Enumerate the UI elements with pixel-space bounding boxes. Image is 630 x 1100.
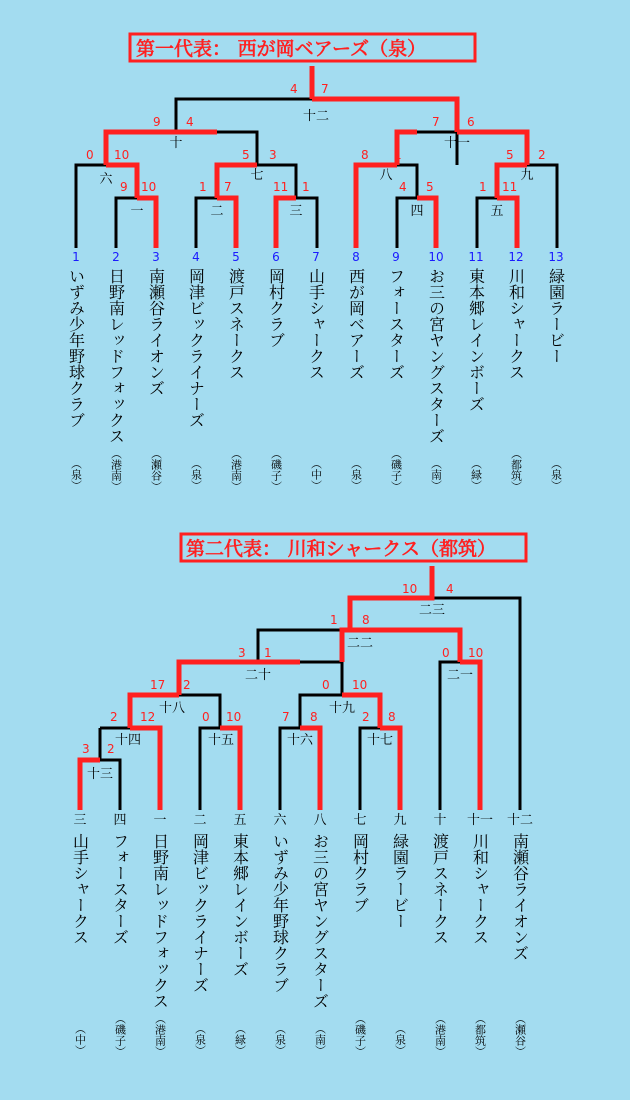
- team-area: （磯子）: [389, 448, 403, 492]
- team-area: （磯子）: [353, 1013, 367, 1057]
- score-m22-left: 1: [330, 613, 338, 627]
- team-area: （港南）: [229, 448, 243, 492]
- match-label-m8: 八: [379, 168, 393, 183]
- team-name: いずみ少年野球クラブ: [66, 268, 86, 428]
- score-m15-right: 10: [226, 710, 242, 724]
- team-name: 岡村クラブ: [350, 833, 370, 913]
- team-seed: 2: [112, 250, 120, 264]
- team-area: （中）: [73, 1023, 87, 1056]
- score-m13-left: 3: [82, 742, 90, 756]
- team-name: 日野南レッドフォックス: [150, 833, 170, 1009]
- team-name: 川和シャークス: [506, 268, 526, 380]
- team-name: 西が岡ベアーズ: [346, 268, 366, 380]
- team-seed: 5: [232, 250, 240, 264]
- match-label-m16: 十六: [286, 733, 314, 748]
- team-area: （泉）: [193, 1023, 207, 1056]
- match-label-m21: 二一: [446, 668, 474, 683]
- team-name: 日野南レッドフォックス: [106, 268, 126, 444]
- score-m4-left: 4: [399, 180, 407, 194]
- team-name: 川和シャークス: [470, 833, 490, 945]
- score-m4-right: 5: [426, 180, 434, 194]
- team-area: （泉）: [273, 1023, 287, 1056]
- team-seed: 十二: [506, 813, 534, 828]
- score-m6-right: 10: [114, 148, 130, 162]
- team-name: 東本郷レインボーズ: [466, 268, 486, 412]
- score-m9-left: 5: [506, 148, 514, 162]
- team-seed: 7: [312, 250, 320, 264]
- team-name: 南瀬谷ライオンズ: [146, 268, 166, 396]
- team-seed: 九: [393, 813, 407, 828]
- score-m9-right: 2: [538, 148, 546, 162]
- score-m1-right: 10: [141, 180, 157, 194]
- team-area: （中）: [309, 458, 323, 491]
- score-m17-right: 8: [388, 710, 396, 724]
- team-area: （都筑）: [473, 1013, 487, 1057]
- score-m20-right: 1: [264, 646, 272, 660]
- score-m5-right: 11: [502, 180, 518, 194]
- score-m12-left: 4: [290, 82, 298, 96]
- team-seed: 八: [313, 813, 327, 828]
- match-label-m1: 一: [130, 204, 144, 219]
- match-label-m5: 五: [490, 204, 504, 219]
- match-label-m2: 二: [210, 204, 224, 219]
- team-seed: 七: [353, 813, 367, 828]
- team-area: （都筑）: [509, 448, 523, 492]
- team-seed: 10: [428, 250, 444, 264]
- score-m2-left: 1: [199, 180, 207, 194]
- score-m17-left: 2: [362, 710, 370, 724]
- score-m22-right: 8: [362, 613, 370, 627]
- match-label-m4: 四: [410, 204, 424, 219]
- match-label-m17: 十七: [366, 733, 394, 748]
- score-m13-right: 2: [107, 742, 115, 756]
- team-name: 東本郷レインボーズ: [230, 833, 250, 977]
- score-m7-right: 3: [269, 148, 277, 162]
- team-name: いずみ少年野球クラブ: [270, 833, 290, 993]
- match-label-m10: 十: [169, 136, 183, 151]
- team-seed: 9: [392, 250, 400, 264]
- team-seed: 十: [433, 813, 447, 828]
- score-m6-left: 0: [86, 148, 94, 162]
- score-m16-left: 7: [282, 710, 290, 724]
- match-label-m19: 十九: [328, 701, 356, 716]
- team-seed: 6: [272, 250, 280, 264]
- score-m1-left: 9: [120, 180, 128, 194]
- team-name: お三の宮ヤングスターズ: [426, 268, 446, 444]
- score-m5-left: 1: [479, 180, 487, 194]
- team-area: （南）: [429, 458, 443, 491]
- score-m20-left: 3: [238, 646, 246, 660]
- score-m23-left: 10: [402, 582, 418, 596]
- score-m11-right: 6: [467, 115, 475, 129]
- team-name: 山手シャークス: [70, 833, 90, 945]
- score-m15-left: 0: [202, 710, 210, 724]
- score-m12-right: 7: [321, 82, 329, 96]
- team-name: 岡津ビックライナーズ: [190, 833, 210, 993]
- score-m21-left: 0: [442, 646, 450, 660]
- score-m14-left: 2: [110, 710, 118, 724]
- team-area: （緑）: [233, 1023, 247, 1056]
- team-seed: 三: [73, 813, 87, 828]
- score-m3-left: 11: [273, 180, 289, 194]
- team-seed: 8: [352, 250, 360, 264]
- team-name: 緑園ラービー: [390, 833, 410, 929]
- team-seed: 13: [548, 250, 564, 264]
- team-seed: 六: [273, 813, 287, 828]
- match-label-m20: 二十: [244, 668, 272, 683]
- team-name: 渡戸スネークス: [430, 833, 450, 945]
- team-area: （港南）: [109, 448, 123, 492]
- match-label-m9: 九: [520, 168, 534, 183]
- team-area: （泉）: [393, 1023, 407, 1056]
- team-area: （磯子）: [269, 448, 283, 492]
- team-area: （泉）: [549, 458, 563, 491]
- score-m19-left: 0: [322, 678, 330, 692]
- score-m16-right: 8: [310, 710, 318, 724]
- team-seed: 12: [508, 250, 524, 264]
- team-seed: 十一: [466, 813, 494, 828]
- team-name: 岡村クラブ: [266, 268, 286, 348]
- score-m10-left: 9: [153, 115, 161, 129]
- team-name: フォースターズ: [110, 833, 130, 945]
- bracket-1-title: 第一代表： 西が岡ベアーズ（泉）: [136, 38, 427, 60]
- match-label-m7: 七: [250, 168, 264, 183]
- team-seed: 4: [192, 250, 200, 264]
- team-seed: 二: [193, 813, 207, 828]
- team-seed: 一: [153, 813, 167, 828]
- score-m18-right: 2: [183, 678, 191, 692]
- team-area: （泉）: [69, 458, 83, 491]
- score-m21-right: 10: [468, 646, 484, 660]
- match-label-m3: 三: [289, 204, 303, 219]
- team-seed: 3: [152, 250, 160, 264]
- score-m8-right: 1: [394, 148, 402, 162]
- team-area: （瀬谷）: [149, 448, 163, 492]
- match-label-m12: 十二: [302, 109, 330, 124]
- team-name: 岡津ビックライナーズ: [186, 268, 206, 428]
- match-label-m14: 十四: [114, 733, 142, 748]
- team-area: （南）: [313, 1023, 327, 1056]
- team-area: （瀬谷）: [513, 1013, 527, 1057]
- team-area: （泉）: [189, 458, 203, 491]
- score-m14-right: 12: [140, 710, 156, 724]
- score-m7-left: 5: [242, 148, 250, 162]
- team-area: （泉）: [349, 458, 363, 491]
- score-m18-left: 17: [150, 678, 166, 692]
- team-seed: 四: [113, 813, 127, 828]
- score-m19-right: 10: [352, 678, 368, 692]
- score-m11-left: 7: [432, 115, 440, 129]
- score-m3-right: 1: [302, 180, 310, 194]
- match-label-m11: 十一: [443, 136, 471, 151]
- score-m2-right: 7: [224, 180, 232, 194]
- match-label-m23: 二三: [418, 603, 446, 618]
- team-seed: 11: [468, 250, 484, 264]
- score-m23-right: 4: [446, 582, 454, 596]
- team-name: 南瀬谷ライオンズ: [510, 833, 530, 961]
- team-area: （磯子）: [113, 1013, 127, 1057]
- team-name: 緑園ラービー: [546, 268, 566, 364]
- bracket-2-title: 第二代表： 川和シャークス（都筑）: [186, 538, 497, 560]
- match-label-m22: 二二: [346, 636, 374, 651]
- team-seed: 五: [233, 813, 247, 828]
- team-area: （港南）: [153, 1013, 167, 1057]
- score-m10-right: 4: [186, 115, 194, 129]
- team-name: お三の宮ヤングスターズ: [310, 833, 330, 1009]
- team-name: フォースターズ: [386, 268, 406, 380]
- team-name: 山手シャークス: [306, 268, 326, 380]
- team-seed: 1: [72, 250, 80, 264]
- match-label-m15: 十五: [207, 733, 235, 748]
- match-label-m13: 十三: [86, 767, 114, 782]
- match-label-m18: 十八: [158, 701, 186, 716]
- match-label-m6: 六: [99, 172, 113, 187]
- team-area: （緑）: [469, 458, 483, 491]
- team-name: 渡戸スネークス: [226, 268, 246, 380]
- score-m8-left: 8: [361, 148, 369, 162]
- team-area: （港南）: [433, 1013, 447, 1057]
